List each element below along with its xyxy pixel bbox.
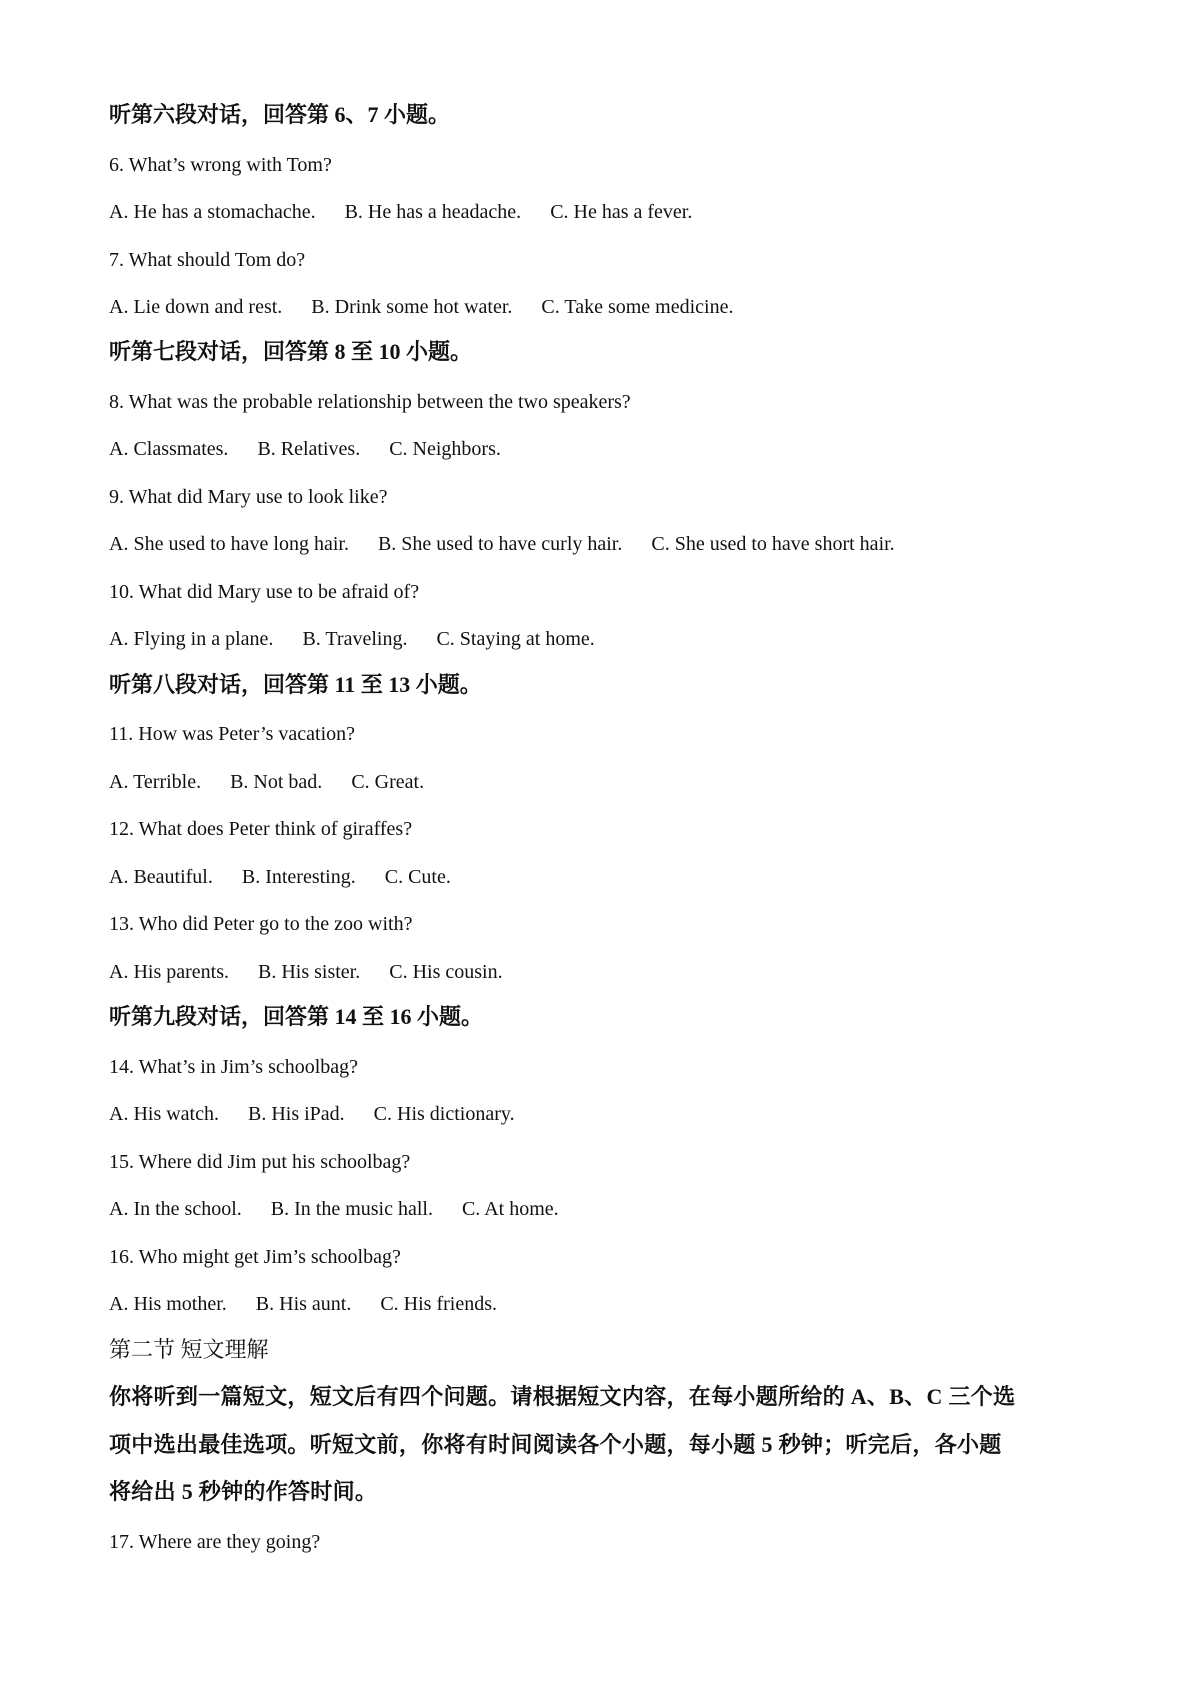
option-a: A. Beautiful. bbox=[109, 866, 213, 888]
option-a: A. Terrible. bbox=[109, 771, 202, 793]
option-b: B. He has a headache. bbox=[344, 201, 522, 223]
option-b: B. Traveling. bbox=[302, 628, 408, 650]
option-b: B. Drink some hot water. bbox=[311, 296, 513, 318]
question-13-options bbox=[109, 958, 503, 986]
option-a: A. She used to have long hair. bbox=[109, 533, 349, 555]
question-11-options bbox=[109, 768, 424, 796]
option-c: C. At home. bbox=[461, 1198, 559, 1220]
question-9: 9. What did Mary use to look like? bbox=[109, 486, 388, 508]
option-c: C. Staying at home. bbox=[436, 628, 595, 650]
question-16: 16. Who might get Jim’s schoolbag? bbox=[109, 1246, 401, 1268]
section-heading: 听第九段对话，回答第 14 至 16 小题。 bbox=[109, 1004, 484, 1029]
option-a: A. He has a stomachache. bbox=[109, 201, 316, 223]
option-a: A. Classmates. bbox=[109, 438, 229, 460]
question-15: 15. Where did Jim put his schoolbag? bbox=[109, 1151, 411, 1173]
option-b: B. Not bad. bbox=[230, 771, 323, 793]
option-c: C. His cousin. bbox=[389, 961, 503, 983]
option-b: B. Relatives. bbox=[257, 438, 361, 460]
option-c: C. Cute. bbox=[384, 866, 451, 888]
option-b: B. Interesting. bbox=[241, 866, 356, 888]
question-12-options bbox=[109, 863, 451, 891]
question-6: 6. What’s wrong with Tom? bbox=[109, 154, 332, 176]
question-16-options bbox=[109, 1290, 497, 1318]
option-c: C. Great. bbox=[351, 771, 425, 793]
question-8: 8. What was the probable relationship between the two speakers? bbox=[109, 391, 631, 413]
question-7-options bbox=[109, 293, 733, 321]
option-b: B. His aunt. bbox=[255, 1293, 352, 1315]
option-b: B. In the music hall. bbox=[270, 1198, 433, 1220]
option-a: A. Lie down and rest. bbox=[109, 296, 283, 318]
question-7: 7. What should Tom do? bbox=[109, 249, 306, 271]
question-10: 10. What did Mary use to be afraid of? bbox=[109, 581, 420, 603]
option-b: B. She used to have curly hair. bbox=[377, 533, 623, 555]
question-14: 14. What’s in Jim’s schoolbag? bbox=[109, 1056, 359, 1078]
section-heading: 听第六段对话，回答第 6、7 小题。 bbox=[109, 102, 451, 127]
question-6-options bbox=[109, 198, 692, 226]
question-13: 13. Who did Peter go to the zoo with? bbox=[109, 913, 413, 935]
question-15-options bbox=[109, 1195, 559, 1223]
question-14-options bbox=[109, 1100, 515, 1128]
question-11: 11. How was Peter’s vacation? bbox=[109, 723, 356, 745]
instructions-line-3: 将给出 5 秒钟的作答时间。 bbox=[109, 1479, 378, 1504]
instructions-line-2: 项中选出最佳选项。听短文前，你将有时间阅读各个小题，每小题 5 秒钟；听完后，各小题 bbox=[109, 1432, 1002, 1457]
section-heading: 听第八段对话，回答第 11 至 13 小题。 bbox=[109, 672, 482, 697]
option-b: B. His sister. bbox=[257, 961, 361, 983]
question-8-options bbox=[109, 435, 501, 463]
section-heading: 听第七段对话，回答第 8 至 10 小题。 bbox=[109, 339, 473, 364]
option-b: B. His iPad. bbox=[247, 1103, 345, 1125]
option-c: C. He has a fever. bbox=[550, 201, 693, 223]
option-a: A. His parents. bbox=[109, 961, 229, 983]
question-12: 12. What does Peter think of giraffes? bbox=[109, 818, 413, 840]
instructions-line-1: 你将听到一篇短文，短文后有四个问题。请根据短文内容，在每小题所给的 A、B、C 三个选 bbox=[109, 1384, 1016, 1409]
option-a: A. In the school. bbox=[109, 1198, 242, 1220]
question-10-options bbox=[109, 625, 595, 653]
option-c: C. His friends. bbox=[380, 1293, 498, 1315]
option-a: A. His mother. bbox=[109, 1293, 227, 1315]
question-9-options bbox=[109, 530, 895, 558]
option-c: C. She used to have short hair. bbox=[651, 533, 895, 555]
part-title: 第二节 短文理解 bbox=[109, 1337, 269, 1362]
option-c: C. Neighbors. bbox=[389, 438, 501, 460]
option-a: A. Flying in a plane. bbox=[109, 628, 274, 650]
option-c: C. Take some medicine. bbox=[541, 296, 734, 318]
option-a: A. His watch. bbox=[109, 1103, 219, 1125]
question-17: 17. Where are they going? bbox=[109, 1531, 321, 1553]
option-c: C. His dictionary. bbox=[373, 1103, 515, 1125]
